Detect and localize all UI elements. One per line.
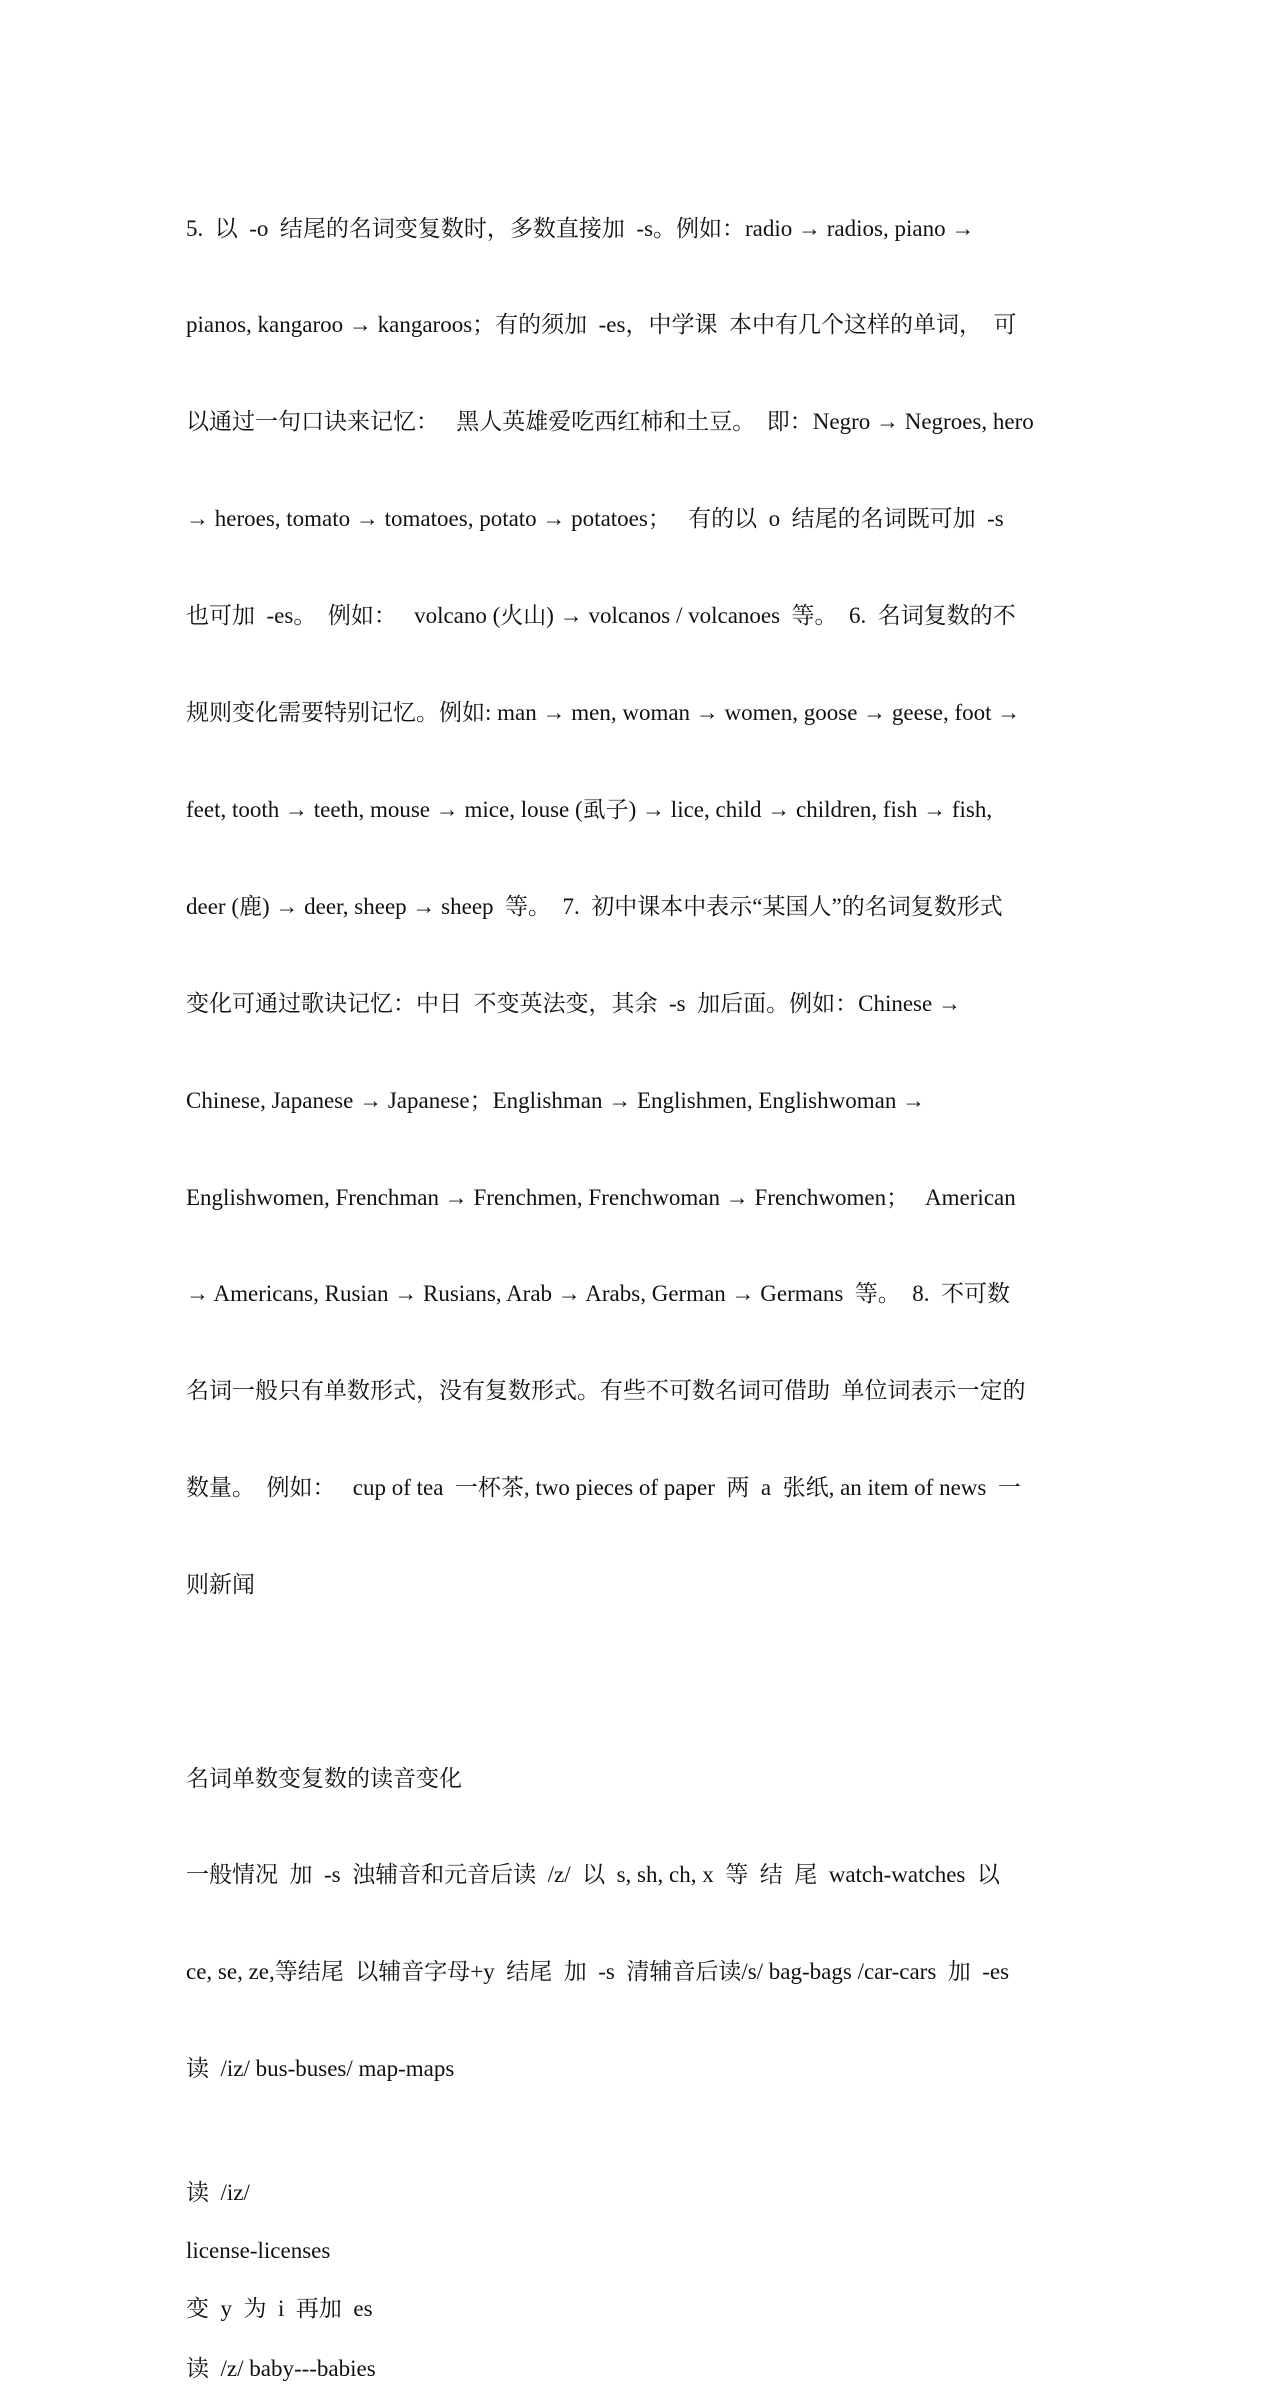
section-heading: 名词单数变复数的读音变化 <box>186 1765 462 1791</box>
text-line: 则新闻 <box>186 1572 255 1598</box>
read-z-example-line: 读 /z/ baby---babies <box>186 2356 376 2382</box>
text-line: → Americans, Rusian → Rusians, Arab → Arabs, German → Germans 等。 8. 不可数 <box>186 1281 1011 1307</box>
text-line: 数量。 例如： cup of tea 一杯茶, two pieces of paper 两 a 张纸, an item of news 一 <box>186 1475 1021 1501</box>
pronunciation-paragraph <box>186 1698 1086 2150</box>
document-page <box>186 148 1086 2385</box>
text-line: ce, se, ze,等结尾 以辅音字母+y 结尾 加 -s 清辅音后读/s/ bag-bags /car-cars 加 -es <box>186 1959 1010 1985</box>
plural-rules-paragraph <box>186 148 1086 1666</box>
text-line: 一般情况 加 -s 浊辅音和元音后读 /z/ 以 s, sh, ch, x 等 结 尾 watch-watches 以 <box>186 1862 1000 1888</box>
text-line: 5. 以 -o 结尾的名词变复数时，多数直接加 -s。例如：radio → radios, piano → <box>186 215 975 241</box>
text-line: deer (鹿) → deer, sheep → sheep 等。 7. 初中课本中表示“某国人”的名词复数形式 <box>186 893 1003 919</box>
text-line: feet, tooth → teeth, mouse → mice, louse (虱子) → lice, child → children, fish → fish, <box>186 796 993 822</box>
license-example-line: license-licenses <box>186 2238 331 2264</box>
text-line: pianos, kangaroo → kangaroos；有的须加 -es，中学课 本中有几个这样的单词， 可 <box>186 312 1017 338</box>
text-line: Chinese, Japanese → Japanese；Englishman → Englishmen, Englishwoman → <box>186 1087 926 1113</box>
text-line: 变化可通过歌诀记忆：中日 不变英法变，其余 -s 加后面。例如：Chinese → <box>186 990 961 1016</box>
text-line: 名词一般只有单数形式，没有复数形式。有些不可数名词可借助 单位词表示一定的 <box>186 1378 1026 1404</box>
text-line: Englishwomen, Frenchman → Frenchmen, Frenchwoman → Frenchwomen； American <box>186 1184 1016 1210</box>
text-line: 以通过一句口诀来记忆： 黑人英雄爱吃西红柿和土豆。 即：Negro → Negroes, hero <box>186 409 1034 435</box>
read-iz-line: 读 /iz/ <box>186 2180 250 2206</box>
text-line: 读 /iz/ bus-buses/ map-maps <box>186 2056 455 2082</box>
text-line: 也可加 -es。 例如： volcano (火山) → volcanos / volcanoes 等。 6. 名词复数的不 <box>186 603 1016 629</box>
text-line: → heroes, tomato → tomatoes, potato → potatoes； 有的以 o 结尾的名词既可加 -s <box>186 506 1004 532</box>
text-line: 规则变化需要特别记忆。例如: man → men, woman → women, goose → geese, foot → <box>186 700 1021 726</box>
change-y-rule-line: 变 y 为 i 再加 es <box>186 2296 373 2322</box>
